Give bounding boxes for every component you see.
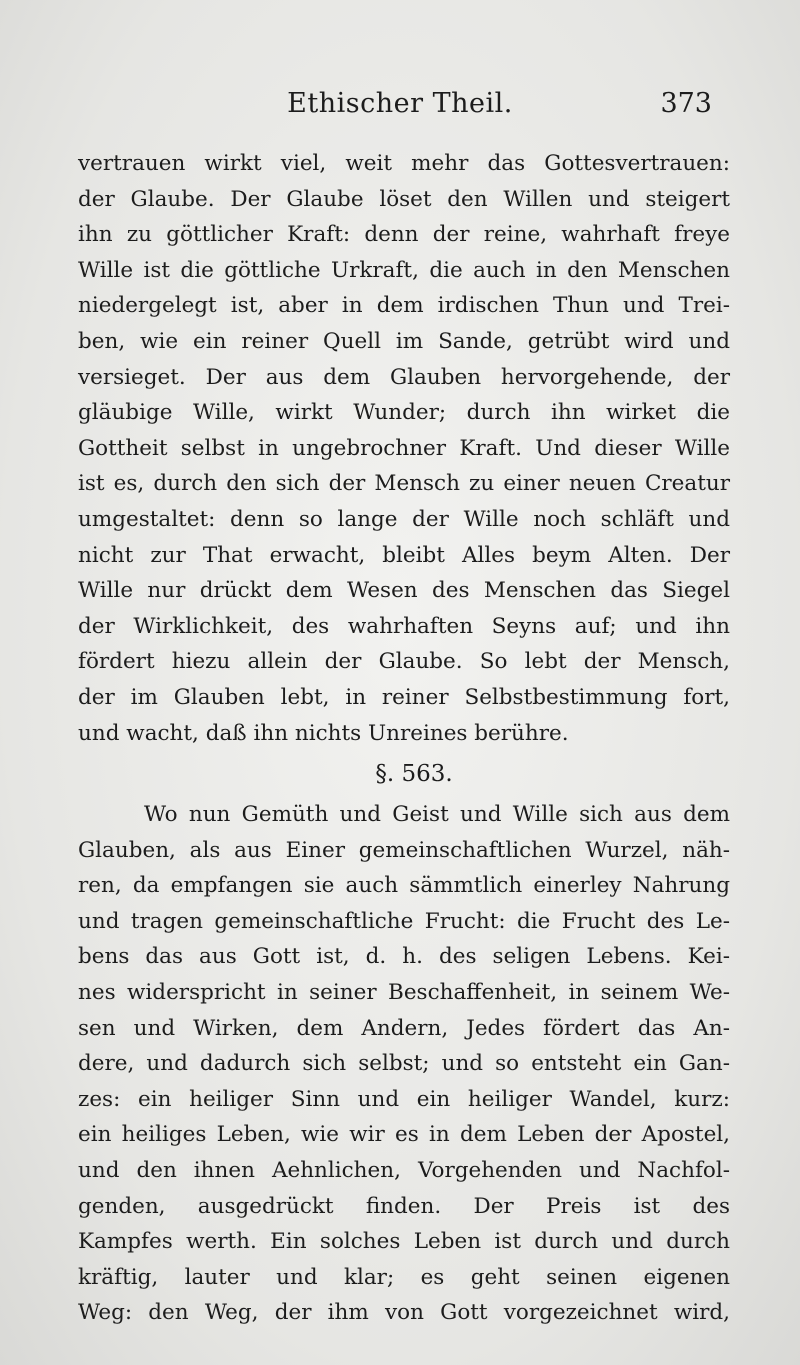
section-heading: §. 563. bbox=[375, 761, 453, 788]
text-line: vertrauen wirkt viel, weit mehr das Gottesvertrauen: bbox=[78, 151, 730, 176]
text-line: ren, da empfangen sie auch sämmtlich einerley Nahrung bbox=[78, 873, 730, 899]
text-line: der Glaube. Der Glaube löset den Willen und steigert bbox=[78, 186, 730, 212]
text-line: der im Glauben lebt, in reiner Selbstbestimmung fort, bbox=[78, 684, 730, 710]
page-header bbox=[80, 88, 720, 128]
text-line: umgestaltet: denn so lange der Wille noch schläft und bbox=[78, 506, 730, 532]
running-title: Ethischer Theil. bbox=[287, 88, 513, 119]
text-line: ist es, durch den sich der Mensch zu einer neuen Creatur bbox=[78, 471, 730, 497]
text-line: Wille ist die göttliche Urkraft, die auch in den Menschen bbox=[78, 257, 730, 283]
text-line: zes: ein heiliger Sinn und ein heiliger Wandel, kurz: bbox=[78, 1086, 730, 1112]
text-line: sen und Wirken, dem Andern, Jedes fördert das An- bbox=[78, 1015, 730, 1041]
text-line: versieget. Der aus dem Glauben hervorgehende, der bbox=[78, 364, 730, 390]
text-line: kräftig, lauter und klar; es geht seinen eigenen bbox=[78, 1264, 730, 1290]
text-line: Weg: den Weg, der ihm von Gott vorgezeichnet wird, bbox=[78, 1300, 730, 1326]
text-line: ein heiliges Leben, wie wir es in dem Leben der Apostel, bbox=[78, 1122, 730, 1148]
text-line: und wacht, daß ihn nichts Unreines berühre. bbox=[78, 720, 569, 746]
text-line: und den ihnen Aehnlichen, Vorgehenden und Nachfol- bbox=[78, 1158, 730, 1184]
text-line: niedergelegt ist, aber in dem irdischen Thun und Trei- bbox=[78, 293, 730, 319]
text-line: nes widerspricht in seiner Beschaffenheit, in seinem We- bbox=[78, 980, 730, 1006]
text-line: Wo nun Gemüth und Geist und Wille sich aus dem bbox=[144, 802, 730, 828]
text-line: der Wirklichkeit, des wahrhaften Seyns auf; und ihn bbox=[78, 613, 730, 639]
text-line: dere, und dadurch sich selbst; und so entsteht ein Gan- bbox=[78, 1051, 730, 1077]
page-number: 373 bbox=[660, 88, 712, 119]
text-line: und tragen gemeinschaftliche Frucht: die Frucht des Le- bbox=[78, 908, 730, 934]
paragraph-2 bbox=[78, 797, 730, 1331]
text-line: Kampfes werth. Ein solches Leben ist durch und durch bbox=[78, 1229, 730, 1255]
text-line: Gottheit selbst in ungebrochner Kraft. Und dieser Wille bbox=[78, 435, 730, 461]
text-line: gläubige Wille, wirkt Wunder; durch ihn wirket die bbox=[78, 400, 730, 426]
paragraph-1 bbox=[78, 146, 730, 751]
text-line: fördert hiezu allein der Glaube. So lebt der Mensch, bbox=[78, 649, 730, 675]
body-text bbox=[78, 146, 730, 1331]
text-line: ihn zu göttlicher Kraft: denn der reine, wahrhaft freye bbox=[78, 222, 730, 248]
text-line: nicht zur That erwacht, bleibt Alles beym Alten. Der bbox=[78, 542, 730, 568]
text-line: Glauben, als aus Einer gemeinschaftlichen Wurzel, näh- bbox=[78, 837, 730, 863]
text-line: bens das aus Gott ist, d. h. des seligen Lebens. Kei- bbox=[78, 944, 730, 970]
text-line: genden, ausgedrückt finden. Der Preis ist des bbox=[78, 1193, 730, 1219]
text-line: ben, wie ein reiner Quell im Sande, getrübt wird und bbox=[78, 328, 730, 354]
text-line: Wille nur drückt dem Wesen des Menschen das Siegel bbox=[78, 578, 730, 604]
